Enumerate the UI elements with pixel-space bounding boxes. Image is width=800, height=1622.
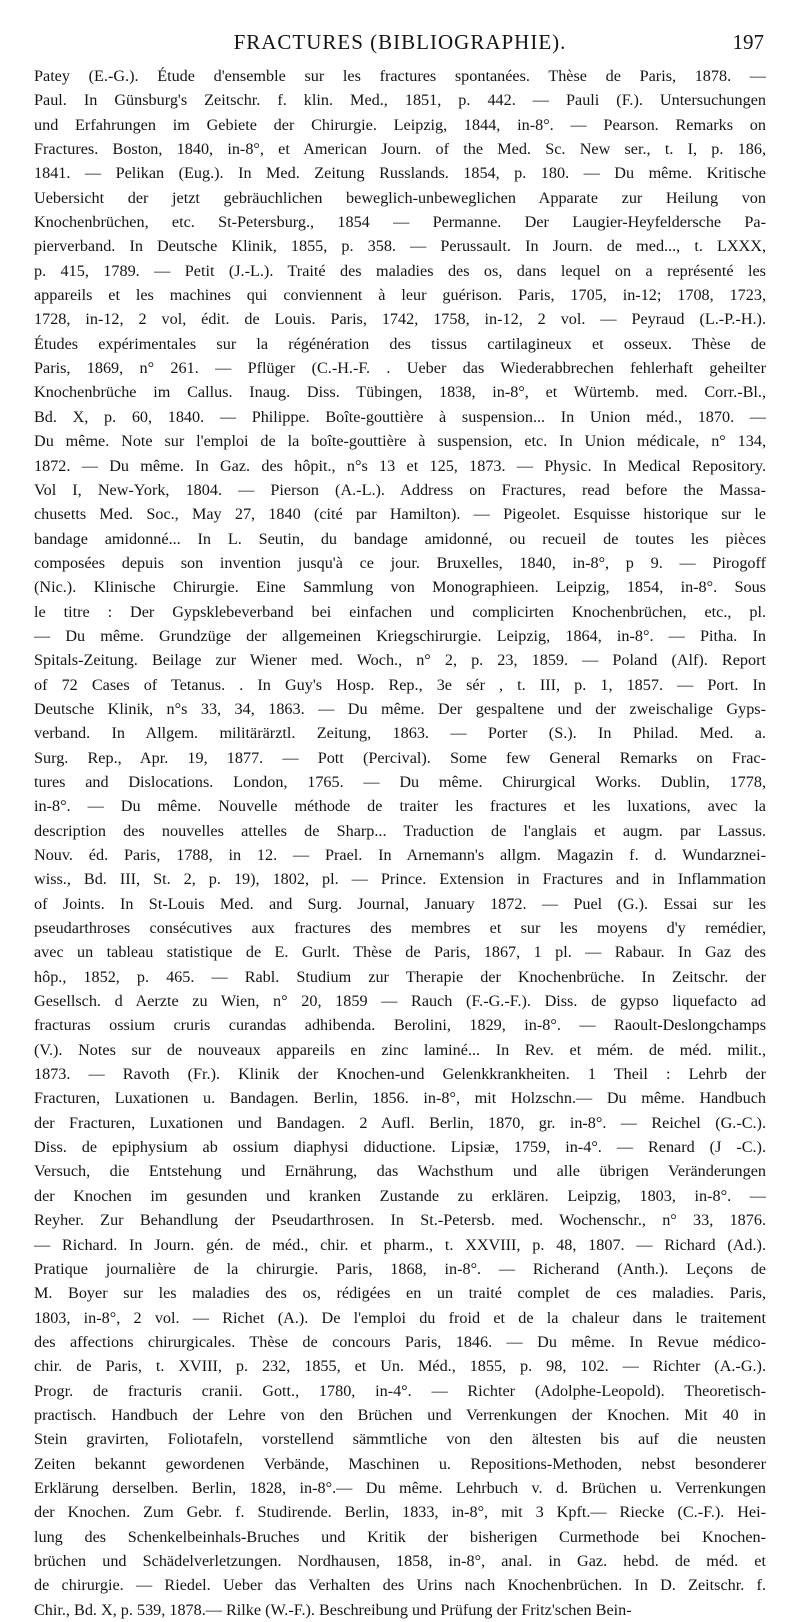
text-line: 1841. — Pelikan (Eug.). In Med. Zeitung Russlands. 1854, p. 180. — Du même. Kritische	[34, 164, 766, 183]
text-line: wiss., Bd. III, St. 2, p. 19), 1802, pl. — Prince. Extension in Fractures and in Inflammation	[34, 870, 766, 889]
text-line: (Nic.). Klinische Chirurgie. Eine Sammlung von Monographieen. Leipzig, 1854, in-8°. Sous	[34, 578, 766, 597]
text-line: Progr. de fracturis cranii. Gott., 1780, in-4°. — Richter (Adolphe-Leopold). Theoretisch-	[34, 1381, 766, 1400]
text-line: und Erfahrungen im Gebiete der Chirurgie. Leipzig, 1844, in-8°. — Pearson. Remarks on	[34, 115, 766, 134]
text-line: verband. In Allgem. militärärztl. Zeitung, 1863. — Porter (S.). In Philad. Med. a.	[34, 724, 766, 743]
text-line: Deutsche Klinik, n°s 33, 34, 1863. — Du même. Der gespaltene und der zweischalige Gyps-	[34, 699, 766, 718]
bibliography-text	[34, 64, 766, 1622]
text-line: (V.). Notes sur de nouveaux appareils en zinc laminé... In Rev. et mém. de méd. milit.,	[34, 1040, 766, 1059]
text-line: Knochenbrüchen, etc. St-Petersburg., 1854 — Permanne. Der Laugier-Heyfeldersche Pa-	[34, 213, 766, 232]
header-title: FRACTURES (BIBLIOGRAPHIE).	[233, 30, 567, 54]
text-line: Spitals-Zeitung. Beilage zur Wiener med. Woch., n° 2, p. 23, 1859. — Poland (Alf). Report	[34, 651, 766, 670]
text-line: Paul. In Günsburg's Zeitschr. f. klin. Med., 1851, p. 442. — Pauli (F.). Untersuchungen	[34, 91, 766, 110]
text-line: avec un tableau statistique de E. Gurlt. Thèse de Paris, 1867, 1 pl. — Rabaur. In Gaz des	[34, 943, 766, 962]
text-line: Du même. Note sur l'emploi de la boîte-gouttière à suspension, etc. In Union médicale, n° 134,	[34, 432, 766, 451]
text-line: bandage amidonné... In L. Seutin, du bandage amidonné, ou recueil de toutes les pièces	[34, 529, 766, 548]
text-line: 1872. — Du même. In Gaz. des hôpit., n°s 13 et 125, 1873. — Physic. In Medical Repository.	[34, 456, 766, 475]
text-line: Versuch, die Entstehung und Ernährung, das Wachsthum und alle übrigen Veränderungen	[34, 1162, 766, 1181]
text-line: chusetts Med. Soc., May 27, 1840 (cité par Hamilton). — Pigeolet. Esquisse historique sur le	[34, 505, 766, 524]
running-header	[0, 30, 800, 60]
text-line: brüchen und Schädelverletzungen. Nordhausen, 1858, in-8°, anal. in Gaz. hebd. de méd. et	[34, 1551, 766, 1570]
text-line: Surg. Rep., Apr. 19, 1877. — Pott (Percival). Some few General Remarks on Frac-	[34, 748, 766, 767]
text-line: 1728, in-12, 2 vol, édit. de Louis. Paris, 1742, 1758, in-12, 2 vol. — Peyraud (L.-P.-H.).	[34, 310, 766, 329]
text-line: de chirurgie. — Riedel. Ueber das Verhalten des Urins nach Knochenbrüchen. In D. Zeitschr. f.	[34, 1576, 766, 1595]
text-line: Fracturen, Luxationen u. Bandagen. Berlin, 1856. in-8°, mit Holzschn.— Du même. Handbuch	[34, 1089, 766, 1108]
text-line: le titre : Der Gypsklebeverband bei einfachen und complicirten Knochenbrüchen, etc., pl.	[34, 602, 766, 621]
text-line: 1803, in-8°, 2 vol. — Richet (A.). De l'emploi du froid et de la chaleur dans le traitement	[34, 1308, 766, 1327]
text-line: Patey (E.-G.). Étude d'ensemble sur les fractures spontanées. Thèse de Paris, 1878. —	[34, 67, 766, 85]
text-line: of Joints. In St-Louis Med. and Surg. Journal, January 1872. — Puel (G.). Essai sur les	[34, 894, 766, 913]
text-line: der Knochen im gesunden und kranken Zustande zu erklären. Leipzig, 1803, in-8°. —	[34, 1186, 766, 1205]
text-line: Fractures. Boston, 1840, in-8°, et American Journ. of the Med. Sc. New ser., t. I, p. 186,	[34, 140, 766, 159]
text-line: — Richard. In Journ. gén. de méd., chir. et pharm., t. XXVIII, p. 48, 1807. — Richard (Ad.).	[34, 1235, 766, 1254]
text-line: of 72 Cases of Tetanus. . In Guy's Hosp. Rep., 3e sér , t. III, p. 1, 1857. — Port. In	[34, 675, 766, 694]
text-line: Vol I, New-York, 1804. — Pierson (A.-L.). Address on Fractures, read before the Massa-	[34, 480, 766, 499]
text-line: lung des Schenkelbeinhals-Bruches und Kritik der bisherigen Curmethode bei Knochen-	[34, 1527, 766, 1546]
text-line: Zeiten bekannt gewordenen Verbände, Maschinen u. Repositions-Methoden, nebst besonderer	[34, 1454, 766, 1473]
text-line: Pratique journalière de la chirurgie. Paris, 1868, in-8°. — Richerand (Anth.). Leçons de	[34, 1259, 766, 1278]
text-line: appareils et les machines qui conviennent à leur guérison. Paris, 1705, in-12; 1708, 1723,	[34, 286, 766, 305]
text-line: Paris, 1869, n° 261. — Pflüger (C.-H.-F. . Ueber das Wiederabbrechen fehlerhaft geheilter	[34, 359, 766, 378]
text-line: Erklärung derselben. Berlin, 1828, in-8°.— Du même. Lehrbuch v. d. Brüchen u. Verrenkungen	[34, 1478, 766, 1497]
text-line: Bd. X, p. 60, 1840. — Philippe. Boîte-gouttière à suspension... In Union méd., 1870. —	[34, 407, 766, 426]
text-line: Études expérimentales sur la régénération des tissus cartilagineux et osseux. Thèse de	[34, 334, 766, 353]
text-line: Gesellsch. d Aerzte zu Wien, n° 20, 1859 — Rauch (F.-G.-F.). Diss. de gypso liquefacto ad	[34, 992, 766, 1011]
text-line: description des nouvelles attelles de Sharp... Traduction de l'anglais et augm. par Lassus.	[34, 821, 766, 840]
text-line: p. 415, 1789. — Petit (J.-L.). Traité des maladies des os, dans lequel on a représenté les	[34, 261, 766, 280]
text-line: Reyher. Zur Behandlung der Pseudarthrosen. In St.-Petersb. med. Wochenschr., n° 33, 1876.	[34, 1211, 766, 1230]
text-line: Diss. de epiphysium ab ossium diaphysi diductione. Lipsiæ, 1759, in-4°. — Renard (J -C.).	[34, 1138, 766, 1157]
text-line: 1873. — Ravoth (Fr.). Klinik der Knochen-und Gelenkkrankheiten. 1 Theil : Lehrb der	[34, 1065, 766, 1084]
text-line: Knochenbrüche im Callus. Inaug. Diss. Tübingen, 1838, in-8°, et Würtemb. med. Corr.-Bl.,	[34, 383, 766, 402]
text-line: Chir., Bd. X, p. 539, 1878.— Rilke (W.-F.). Beschreibung und Prüfung der Fritz'schen Bein-	[34, 1600, 632, 1619]
text-line: hôp., 1852, p. 465. — Rabl. Studium zur Therapie der Knochenbrüche. In Zeitschr. der	[34, 967, 766, 986]
text-line: pseudarthroses consécutives aux fractures des membres et sur les moyens d'y remédier,	[34, 919, 766, 938]
text-line: der Knochen. Zum Gebr. f. Studirende. Berlin, 1833, in-8°, mit 3 Kpft.— Riecke (C.-F.). Hei-	[34, 1503, 766, 1522]
text-line: M. Boyer sur les maladies des os, rédigées en un traité complet de ces maladies. Paris,	[34, 1284, 766, 1303]
text-line: des affections chirurgicales. Thèse de concours Paris, 1846. — Du même. In Revue médico-	[34, 1332, 766, 1351]
text-line: pierverband. In Deutsche Klinik, 1855, p. 358. — Perussault. In Journ. de med..., t. LXXX,	[34, 237, 766, 256]
text-line: Nouv. éd. Paris, 1788, in 12. — Prael. In Arnemann's allgm. Magazin f. d. Wundarznei-	[34, 846, 766, 864]
text-line: fracturas ossium cruris curandas adhibenda. Berolini, 1829, in-8°. — Raoult-Deslongchamps	[34, 1016, 766, 1035]
text-line: — Du même. Grundzüge der allgemeinen Kriegschirurgie. Leipzig, 1864, in-8°. — Pitha. In	[34, 626, 766, 645]
text-line: Uebersicht der jetzt gebräuchlichen beweglich-unbeweglichen Apparate zur Heilung von	[34, 188, 766, 207]
text-line: composées depuis son invention jusqu'à ce jour. Bruxelles, 1840, in-8°, p 9. — Pirogoff	[34, 553, 766, 572]
text-line: chir. de Paris, t. XVIII, p. 232, 1855, et Un. Méd., 1855, p. 98, 102. — Richter (A.-G.).	[34, 1357, 766, 1376]
text-line: in-8°. — Du même. Nouvelle méthode de traiter les fractures et les luxations, avec la	[34, 797, 766, 816]
text-line: der Fracturen, Luxationen und Bandagen. 2 Aufl. Berlin, 1870, gr. in-8°. — Reichel (G.-C.).	[34, 1113, 766, 1132]
text-line: Stein gravirten, Foliotafeln, vorstellend sämmtliche von den ältesten bis auf die neusten	[34, 1430, 766, 1449]
text-line: practisch. Handbuch der Lehre von den Brüchen und Verrenkungen der Knochen. Mit 40 in	[34, 1405, 766, 1424]
page-number: 197	[732, 30, 764, 54]
text-line: tures and Dislocations. London, 1765. — Du même. Chirurgical Works. Dublin, 1778,	[34, 772, 766, 791]
